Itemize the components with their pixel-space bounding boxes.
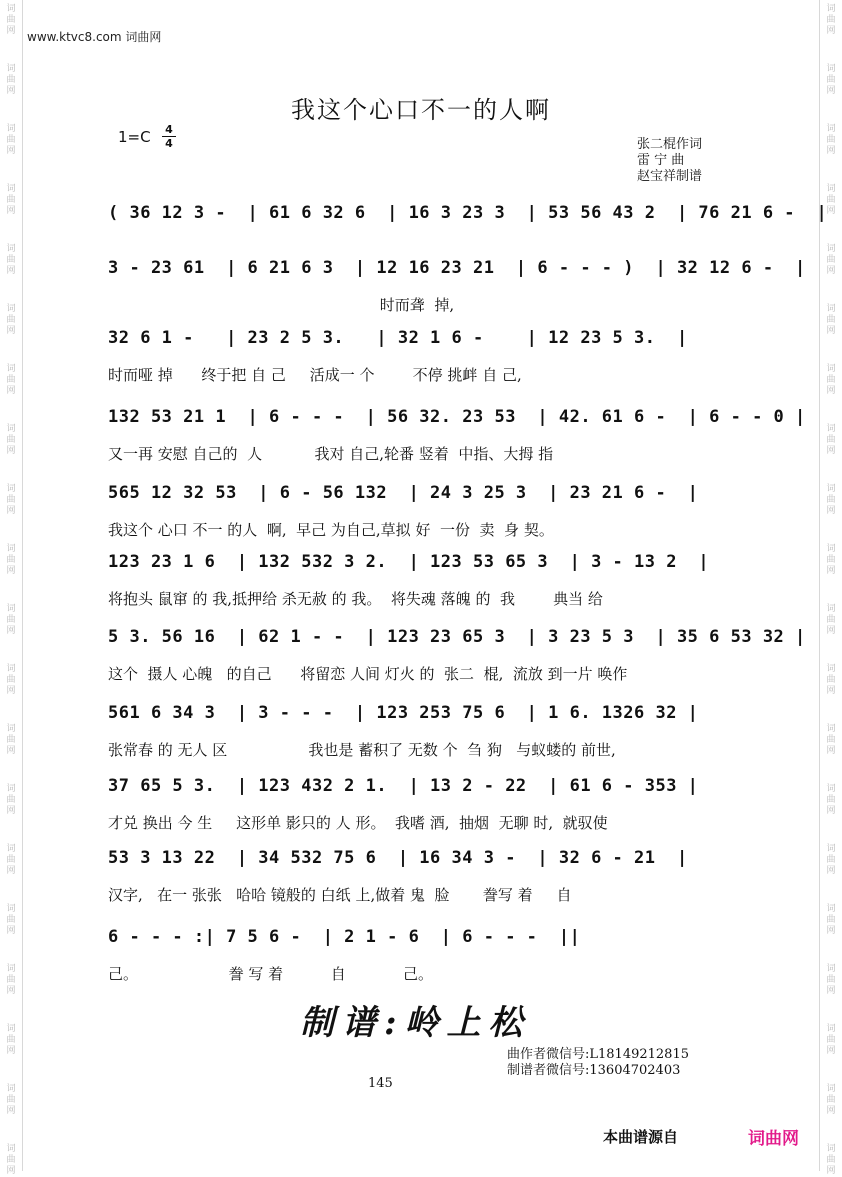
score-row <box>108 404 806 464</box>
notation-line: ( 36 12 3 - | 61 6 32 6 | 16 3 23 3 | 53 56 43 2 | 76 21 6 - | <box>108 203 828 223</box>
watermark-glyph: 网 <box>826 326 836 336</box>
watermark-glyph: 网 <box>6 866 16 876</box>
watermark-glyph: 曲 <box>826 1095 836 1105</box>
watermark-glyph: 网 <box>826 686 836 696</box>
watermark-glyph: 网 <box>6 446 16 456</box>
watermark-glyph: 网 <box>6 746 16 756</box>
watermark-glyph: 曲 <box>6 1035 16 1045</box>
watermark-glyph: 词 <box>826 1084 836 1094</box>
watermark-glyph: 词 <box>826 1144 836 1154</box>
watermark-glyph: 词 <box>826 1024 836 1034</box>
watermark-glyph: 曲 <box>6 135 16 145</box>
credit-transcriber: 赵宝祥制谱 <box>637 169 703 184</box>
watermark-glyph: 网 <box>826 1166 836 1176</box>
watermark-glyph: 曲 <box>826 975 836 985</box>
watermark-glyph: 词 <box>6 364 16 374</box>
watermark-glyph: 网 <box>6 1106 16 1116</box>
lyric-line: 汉字, 在一 张张 哈哈 镜般的 白纸 上,做着 鬼 脸 誊写 着 自 <box>108 886 572 904</box>
notation-line: 565 12 32 53 | 6 - 56 132 | 24 3 25 3 | 23 21 6 - | <box>108 483 699 503</box>
watermark-glyph: 网 <box>6 206 16 216</box>
watermark-glyph: 词 <box>6 64 16 74</box>
source-label: 本曲谱源自 <box>603 1128 679 1146</box>
watermark-glyph: 曲 <box>6 615 16 625</box>
lyric-line: 张常春 的 无人 区 我也是 蓄积了 无数 个 刍 狗 与蚁蝼的 前世, <box>108 741 616 759</box>
watermark-glyph: 词 <box>6 544 16 554</box>
watermark-glyph: 网 <box>826 866 836 876</box>
watermark-glyph: 曲 <box>826 555 836 565</box>
watermark-glyph: 曲 <box>826 495 836 505</box>
watermark-glyph: 曲 <box>6 975 16 985</box>
watermark-glyph: 词 <box>6 1024 16 1034</box>
contact-info <box>507 1047 689 1079</box>
notation-line: 37 65 5 3. | 123 432 2 1. | 13 2 - 22 | 61 6 - 353 | <box>108 776 699 796</box>
composer-wechat: 曲作者微信号:L18149212815 <box>507 1047 689 1062</box>
watermark-glyph: 网 <box>6 1166 16 1176</box>
watermark-glyph: 网 <box>6 326 16 336</box>
watermark-glyph: 曲 <box>6 495 16 505</box>
watermark-glyph: 网 <box>6 146 16 156</box>
transcriber-wechat: 制谱者微信号:13604702403 <box>507 1063 681 1078</box>
watermark-glyph: 词 <box>6 244 16 254</box>
watermark-glyph: 网 <box>826 626 836 636</box>
watermark-glyph: 网 <box>826 566 836 576</box>
score-row <box>108 773 740 833</box>
score-row <box>108 200 828 260</box>
watermark-glyph: 词 <box>826 484 836 494</box>
watermark-glyph: 词 <box>826 4 836 14</box>
source-brand-link[interactable]: 词曲网 <box>748 1129 799 1149</box>
score-row <box>108 480 740 540</box>
watermark-glyph: 网 <box>6 26 16 36</box>
watermark-glyph: 词 <box>6 1084 16 1094</box>
watermark-glyph: 曲 <box>826 135 836 145</box>
watermark-glyph: 曲 <box>6 375 16 385</box>
watermark-glyph: 网 <box>6 86 16 96</box>
watermark-glyph: 网 <box>826 386 836 396</box>
watermark-glyph: 词 <box>826 64 836 74</box>
watermark-glyph: 网 <box>826 986 836 996</box>
watermark-glyph: 曲 <box>6 255 16 265</box>
watermark-glyph: 网 <box>6 566 16 576</box>
watermark-glyph: 网 <box>826 506 836 516</box>
watermark-glyph: 网 <box>826 146 836 156</box>
watermark-glyph: 网 <box>826 1106 836 1116</box>
watermark-glyph: 曲 <box>826 75 836 85</box>
watermark-glyph: 网 <box>6 1046 16 1056</box>
watermark-glyph: 词 <box>826 544 836 554</box>
lyric-line: 时而哑 掉 终于把 自 己 活成一 个 不停 挑衅 自 己, <box>108 366 522 384</box>
watermark-glyph: 词 <box>6 484 16 494</box>
watermark-glyph: 词 <box>6 724 16 734</box>
watermark-glyph: 网 <box>826 26 836 36</box>
lyric-line: 己。 誊 写 着 自 己。 <box>108 965 434 983</box>
watermark-glyph: 曲 <box>826 15 836 25</box>
lyric-line: 才兑 换出 今 生 这形单 影只的 人 形。 我嗜 酒, 抽烟 无聊 时, 就驭使 <box>108 814 608 832</box>
notation-line: 561 6 34 3 | 3 - - - | 123 253 75 6 | 1 6. 1326 32 | <box>108 703 699 723</box>
watermark-glyph: 词 <box>6 844 16 854</box>
notation-line: 5 3. 56 16 | 62 1 - - | 123 23 65 3 | 3 23 5 3 | 35 6 53 32 | <box>108 627 806 647</box>
watermark-glyph: 网 <box>6 266 16 276</box>
watermark-glyph: 网 <box>826 206 836 216</box>
watermark-glyph: 词 <box>6 904 16 914</box>
watermark-glyph: 词 <box>826 604 836 614</box>
watermark-glyph: 曲 <box>6 735 16 745</box>
watermark-glyph: 曲 <box>6 15 16 25</box>
watermark-glyph: 词 <box>826 364 836 374</box>
watermark-glyph: 词 <box>826 244 836 254</box>
watermark-glyph: 网 <box>826 446 836 456</box>
watermark-glyph: 词 <box>826 124 836 134</box>
notation-line: 3 - 23 61 | 6 21 6 3 | 12 16 23 21 | 6 - - - ) | 32 12 6 - | <box>108 258 806 278</box>
watermark-glyph: 词 <box>826 304 836 314</box>
site-url[interactable]: www.ktvc8.com 词曲网 <box>27 30 162 44</box>
watermark-glyph: 网 <box>826 806 836 816</box>
watermark-glyph: 词 <box>6 1144 16 1154</box>
key-signature: 1=C <box>118 128 151 146</box>
score-row <box>108 325 740 385</box>
watermark-glyph: 曲 <box>826 675 836 685</box>
score-row <box>108 845 740 905</box>
score-row <box>108 624 806 684</box>
watermark-glyph: 词 <box>6 304 16 314</box>
watermark-glyph: 曲 <box>826 375 836 385</box>
watermark-glyph: 曲 <box>826 795 836 805</box>
score-row <box>108 255 806 315</box>
watermark-glyph: 词 <box>6 184 16 194</box>
watermark-glyph: 曲 <box>6 195 16 205</box>
watermark-glyph: 词 <box>826 184 836 194</box>
watermark-glyph: 网 <box>826 86 836 96</box>
watermark-glyph: 词 <box>826 964 836 974</box>
watermark-glyph: 词 <box>6 964 16 974</box>
watermark-glyph: 曲 <box>826 435 836 445</box>
notation-line: 132 53 21 1 | 6 - - - | 56 32. 23 53 | 42. 61 6 - | 6 - - 0 | <box>108 407 806 427</box>
watermark-glyph: 网 <box>6 926 16 936</box>
watermark-glyph: 词 <box>826 664 836 674</box>
lyric-line: 时而聋 掉, <box>108 296 455 314</box>
score-row <box>108 549 740 609</box>
watermark-glyph: 曲 <box>826 315 836 325</box>
watermark-glyph: 词 <box>826 424 836 434</box>
watermark-glyph: 曲 <box>826 1155 836 1165</box>
watermark-glyph: 网 <box>6 686 16 696</box>
watermark-glyph: 词 <box>6 664 16 674</box>
watermark-glyph: 曲 <box>826 195 836 205</box>
watermark-glyph: 网 <box>826 1046 836 1056</box>
watermark-glyph: 词 <box>826 724 836 734</box>
lyric-line: 我这个 心口 不一 的人 啊, 早己 为自己,草拟 好 一份 卖 身 契。 <box>108 521 554 539</box>
watermark-glyph: 网 <box>6 986 16 996</box>
watermark-glyph: 词 <box>6 784 16 794</box>
watermark-glyph: 网 <box>6 626 16 636</box>
watermark-glyph: 曲 <box>826 855 836 865</box>
meter-bottom: 4 <box>165 137 173 150</box>
watermark-glyph: 网 <box>826 746 836 756</box>
watermark-glyph: 词 <box>826 784 836 794</box>
watermark-glyph: 曲 <box>6 1095 16 1105</box>
meter-top: 4 <box>165 123 173 136</box>
watermark-glyph: 曲 <box>826 1035 836 1045</box>
credit-lyricist: 张二棍作词 <box>637 137 703 152</box>
watermark-glyph: 曲 <box>6 315 16 325</box>
watermark-glyph: 曲 <box>6 555 16 565</box>
watermark-glyph: 曲 <box>6 75 16 85</box>
watermark-glyph: 曲 <box>6 1155 16 1165</box>
watermark-glyph: 曲 <box>6 855 16 865</box>
page-number: 145 <box>368 1076 393 1091</box>
watermark-glyph: 曲 <box>6 435 16 445</box>
watermark-glyph: 网 <box>826 266 836 276</box>
transcriber-signature: 制谱:岭上松 <box>300 1003 531 1043</box>
watermark-glyph: 词 <box>6 4 16 14</box>
notation-line: 123 23 1 6 | 132 532 3 2. | 123 53 65 3 | 3 - 13 2 | <box>108 552 710 572</box>
score-row <box>108 700 740 760</box>
watermark-glyph: 词 <box>6 604 16 614</box>
watermark-glyph: 词 <box>6 424 16 434</box>
watermark-glyph: 曲 <box>6 675 16 685</box>
watermark-glyph: 网 <box>6 386 16 396</box>
watermark-glyph: 网 <box>6 506 16 516</box>
watermark-glyph: 曲 <box>826 735 836 745</box>
watermark-glyph: 词 <box>6 124 16 134</box>
watermark-glyph: 曲 <box>6 795 16 805</box>
watermark-glyph: 曲 <box>826 915 836 925</box>
watermark-glyph: 词 <box>826 844 836 854</box>
score-row <box>108 924 740 984</box>
lyric-line: 又一再 安慰 自己的 人 我对 自己,轮番 竖着 中指、大拇 指 <box>108 445 554 463</box>
notation-line: 32 6 1 - | 23 2 5 3. | 32 1 6 - | 12 23 5 3. | <box>108 328 688 348</box>
watermark-glyph: 网 <box>6 806 16 816</box>
lyric-line: 这个 摄人 心魄 的自己 将留恋 人间 灯火 的 张二 棍, 流放 到一片 唤作 <box>108 665 628 683</box>
watermark-glyph: 网 <box>826 926 836 936</box>
watermark-glyph: 词 <box>826 904 836 914</box>
watermark-glyph: 曲 <box>6 915 16 925</box>
song-title: 我这个心口不一的人啊 <box>291 96 551 124</box>
notation-line: 53 3 13 22 | 34 532 75 6 | 16 34 3 - | 32 6 - 21 | <box>108 848 688 868</box>
watermark-glyph: 曲 <box>826 615 836 625</box>
watermark-glyph: 曲 <box>826 255 836 265</box>
notation-line: 6 - - - :| 7 5 6 - | 2 1 - 6 | 6 - - - || <box>108 927 581 947</box>
credit-composer: 雷 宁 曲 <box>637 153 685 168</box>
lyric-line: 将抱头 鼠窜 的 我,抵押给 杀无赦 的 我。 将失魂 落魄 的 我 典当 给 <box>108 590 603 608</box>
